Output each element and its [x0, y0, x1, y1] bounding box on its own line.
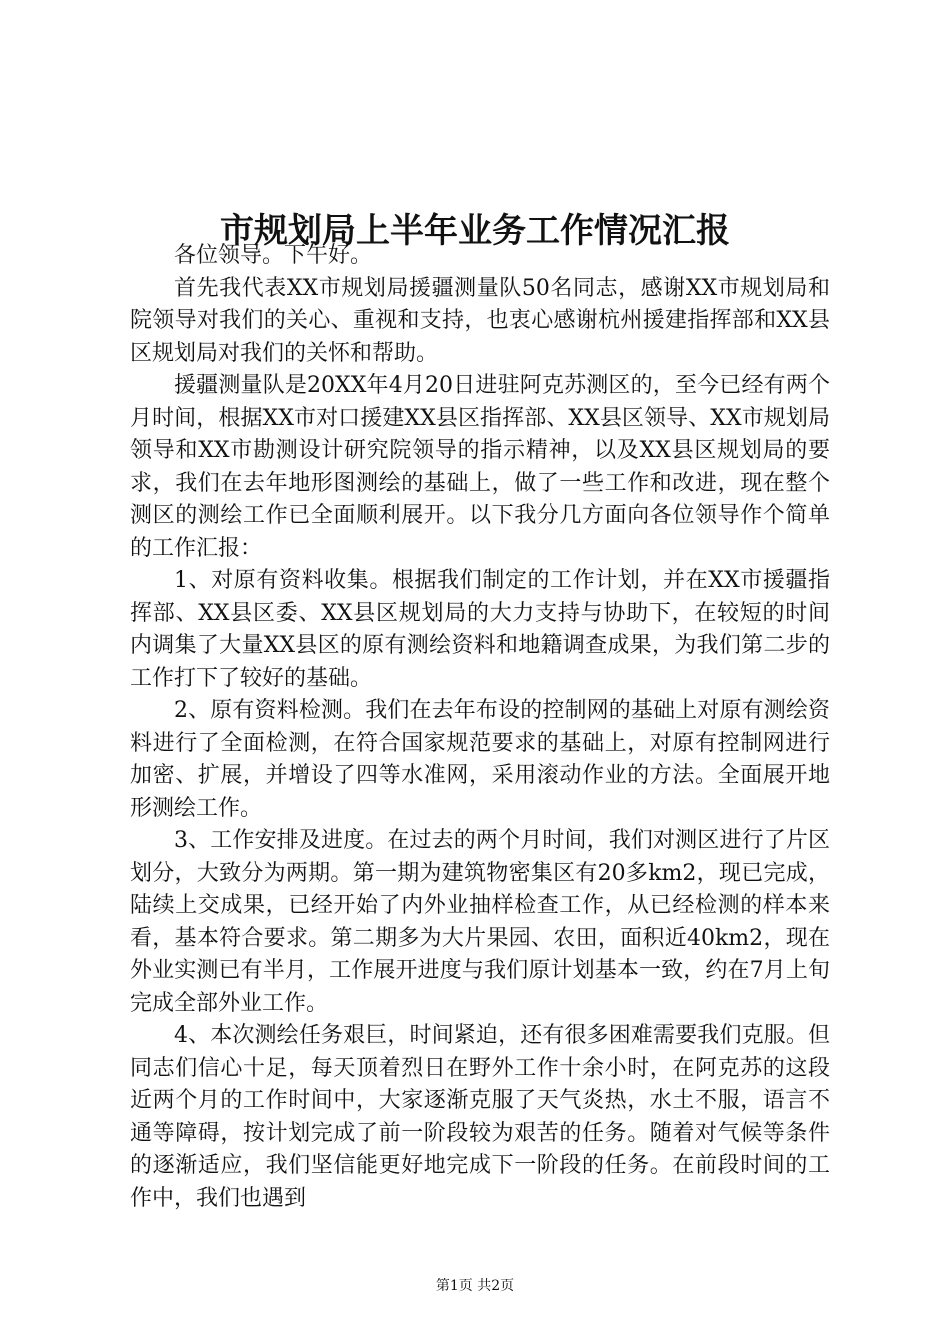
paragraph-item-2: 2、原有资料检测。我们在去年布设的控制网的基础上对原有测绘资料进行了全面检测，在符合国家规范要求的基础上，对原有控制网进行加密、扩展，并增设了四等水准网，采用滚动作业的方法。全面展开地形测绘工作。: [130, 698, 830, 821]
document-title: 市规划局上半年业务工作情况汇报: [220, 210, 730, 251]
paragraph-item-1: 1、对原有资料收集。根据我们制定的工作计划，并在XX市援疆指挥部、XX县区委、XX县区规划局的大力支持与协助下，在较短的时间内调集了大量XX县区的原有测绘资料和地籍调查成果，为我们第二步的工作打下了较好的基础。: [130, 568, 830, 691]
document-body: [130, 240, 830, 1215]
paragraph-item-4: 4、本次测绘任务艰巨，时间紧迫，还有很多困难需要我们克服。但同志们信心十足，每天顶着烈日在野外工作十余小时，在阿克苏的这段近两个月的工作时间中，大家逐渐克服了天气炎热，水土不服，语言不通等障碍，按计划完成了前一阶段较为艰苦的任务。随着对气候等条件的逐渐适应，我们坚信能更好地完成下一阶段的任务。在前段时间的工作中，我们也遇到: [130, 1023, 830, 1211]
paragraph-thanks: 首先我代表XX市规划局援疆测量队50名同志，感谢XX市规划局和院领导对我们的关心、重视和支持，也衷心感谢杭州援建指挥部和XX县区规划局对我们的关怀和帮助。: [130, 275, 830, 366]
paragraph-introduction: 援疆测量队是20XX年4月20日进驻阿克苏测区的，至今已经有两个月时间，根据XX市对口援建XX县区指挥部、XX县区领导、XX市规划局领导和XX市勘测设计研究院领导的指示精神，以及XX县区规划局的要求，我们在去年地形图测绘的基础上，做了一些工作和改进，现在整个测区的测绘工作已全面顺利展开。以下我分几方面向各位领导作个简单的工作汇报：: [130, 373, 830, 561]
page-number-footer: 第1页 共2页: [435, 1278, 515, 1294]
paragraph-item-3: 3、工作安排及进度。在过去的两个月时间，我们对测区进行了片区划分，大致分为两期。第一期为建筑物密集区有20多km2，现已完成，陆续上交成果，已经开始了内外业抽样检查工作，从已经检测的样本来看，基本符合要求。第二期多为大片果园、农田，面积近40km2，现在外业实测已有半月，工作展开进度与我们原计划基本一致，约在7月上旬完成全部外业工作。: [130, 828, 830, 1016]
paragraph-greeting: 各位领导。下午好。: [174, 243, 373, 268]
